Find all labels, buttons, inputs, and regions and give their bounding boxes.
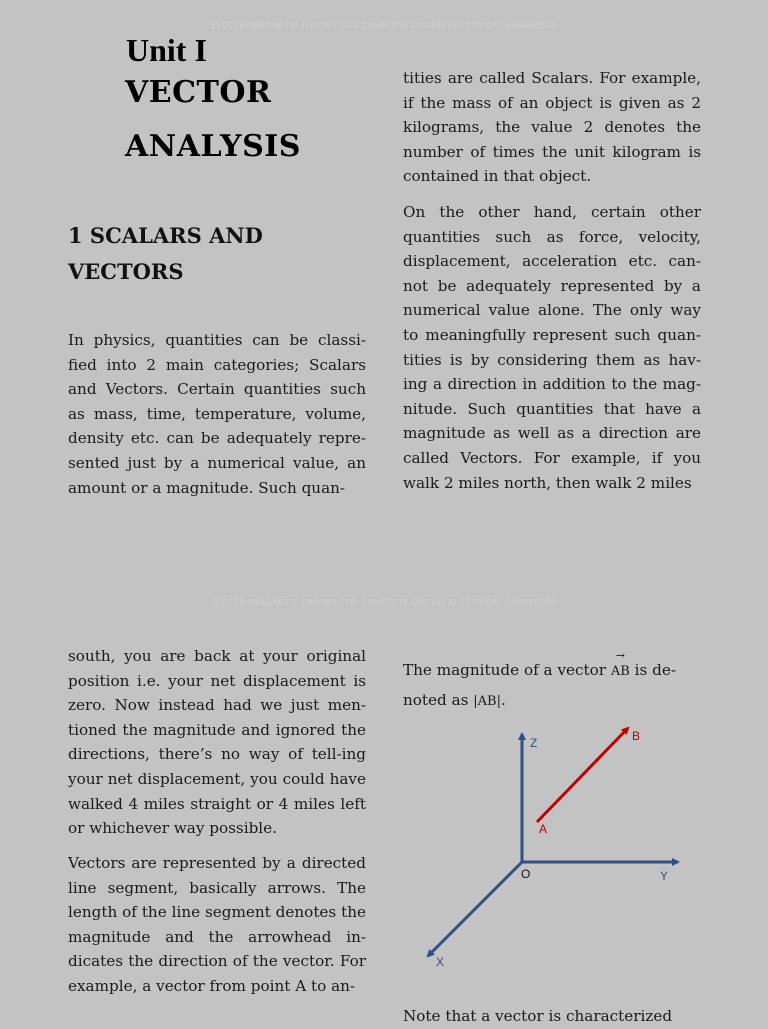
paragraph-intro: In physics, quantities can be classi-fied into 2 main categories; Scalars and Vectors. Certain quantities such as mass, time, temperature, volume, density etc. can be adequately repre-sented just by a numerical value, an amount or a magnitude. Such quan- (68, 331, 366, 497)
label-z: Z (530, 736, 538, 750)
vector-arrow-icon: → (615, 649, 625, 662)
label-y: Y (660, 869, 669, 883)
magnitude-paragraph (403, 649, 703, 716)
magnitude-text-middle: is de-noted as (403, 661, 676, 709)
x-axis-line (428, 862, 522, 956)
paragraph-representation: Vectors are represented by a directed line segment, basically arrows. The length of the line segment denotes the magnitude and the arrowhead in-dicates the direction of the vector. For example, a vector from point A to an- (68, 854, 366, 995)
section-heading-line1: 1 SCALARS AND (68, 223, 263, 248)
paragraph-vectors: On the other hand, certain other quantities such as force, velocity, displacement, acceleration etc. can-not be adequately represented by a numerical value alone. The only way to meaningfully represent such quan-tities is by considering them as hav-ing a direction in addition to the mag-nitude. Such quantities that have a magnitude as well as a direction are called Vectors. For example, if you walk 2 miles north, then walk 2 miles (403, 203, 701, 492)
label-b: B (632, 729, 641, 743)
label-a: A (539, 822, 548, 836)
vector-axes-diagram (410, 722, 700, 972)
paragraph-note: Note that a vector is characterized (403, 1007, 673, 1025)
chapter-title-line2: ANALYSIS (125, 129, 301, 164)
vector-ab-line (537, 728, 628, 822)
paragraph-displacement: south, you are back at your original position i.e. your net displacement is zero. Now instead had we just men-tioned the magnitude and ignored the directions, there’s no way of tell-ing your net displacement, you could have walked 4 miles straight or 4 miles left or whichever way possible. (68, 647, 366, 838)
running-header-top: ELECTROMAGNETIC THEORY FOR COMPLETE DIGITAL ELECTRICAL ENGINEERS (211, 21, 557, 30)
vector-ab-label: AB (610, 664, 630, 679)
magnitude-text-after: . (500, 691, 506, 709)
chapter-title-line1: VECTOR (125, 75, 272, 110)
section-heading-line2: VECTORS (68, 259, 184, 284)
running-header-middle: ELECTROMAGNETIC THEORY FOR COMPLETE DIGITAL ELECTRICAL ENGINEERS (211, 598, 557, 607)
paragraph-scalars: tities are called Scalars. For example, if the mass of an object is given as 2 kilograms, the value 2 denotes the number of times the unit kilogram is contained in that object. (403, 69, 701, 186)
vector-ab-symbol (610, 649, 630, 686)
magnitude-text-before: The magnitude of a vector (403, 661, 611, 679)
section-heading (68, 218, 263, 290)
label-origin: O (521, 867, 531, 881)
chapter-title (125, 72, 301, 168)
label-x: X (436, 955, 445, 969)
magnitude-abs-symbol: |AB| (473, 694, 501, 709)
unit-title: Unit I (126, 32, 207, 68)
